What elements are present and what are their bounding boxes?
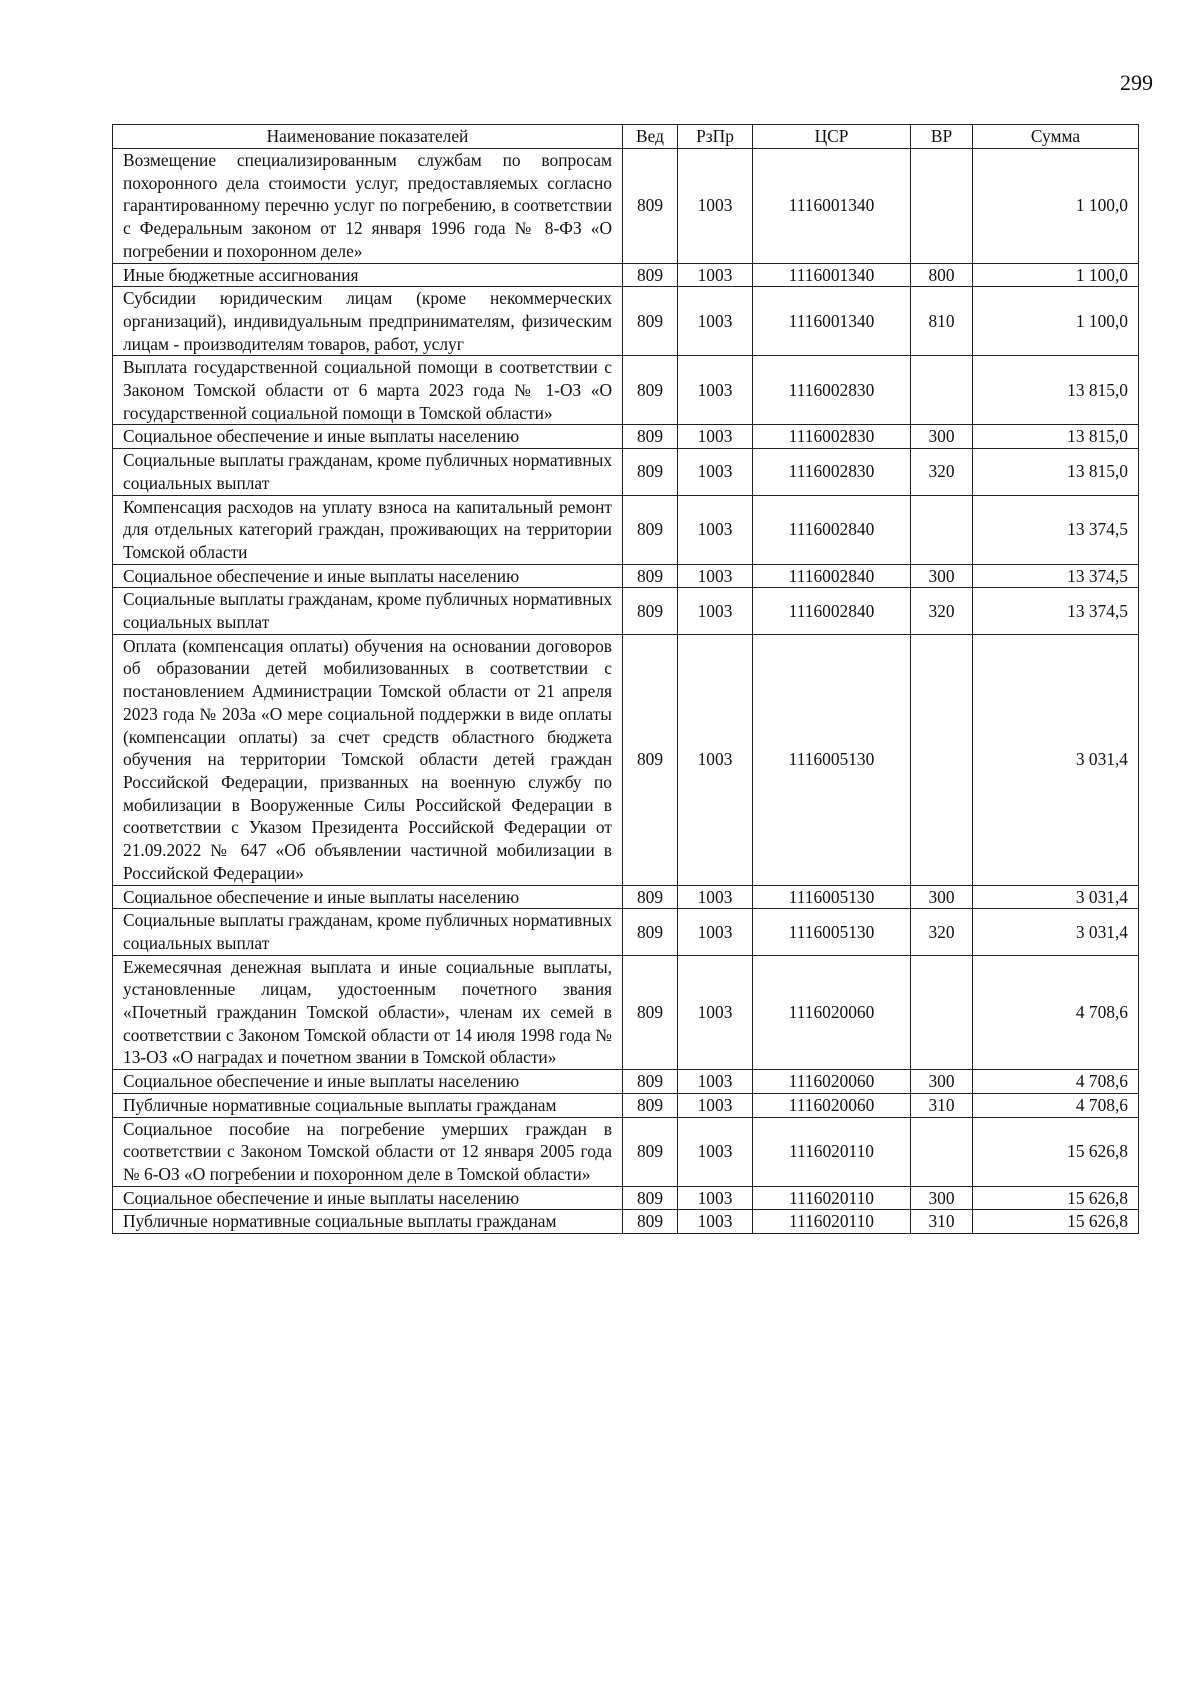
cell-rzpr: 1003	[678, 1186, 753, 1210]
cell-rzpr: 1003	[678, 287, 753, 356]
cell-name: Социальные выплаты гражданам, кроме публичных нормативных социальных выплат	[113, 449, 623, 495]
cell-sum: 13 815,0	[973, 449, 1139, 495]
cell-rzpr: 1003	[678, 1117, 753, 1186]
cell-sum: 3 031,4	[973, 634, 1139, 885]
cell-vr: 300	[911, 1186, 973, 1210]
cell-vr	[911, 149, 973, 264]
cell-rzpr: 1003	[678, 885, 753, 909]
cell-csr: 1116002830	[753, 356, 911, 425]
cell-ved: 809	[623, 356, 678, 425]
table-row	[113, 564, 1139, 588]
cell-name: Ежемесячная денежная выплата и иные социальные выплаты, установленные лицам, удостоенным почетного звания «Почетный гражданин Томской области», членам их семей в соответствии с Законом Томской области от 14 июля 1998 года № 13-ОЗ «О наградах и почетном звании в Томской области»	[113, 955, 623, 1070]
cell-name: Социальное обеспечение и иные выплаты населению	[113, 1070, 623, 1094]
table-row	[113, 287, 1139, 356]
cell-ved: 809	[623, 909, 678, 955]
table-header-row	[113, 125, 1139, 149]
cell-rzpr: 1003	[678, 588, 753, 634]
cell-vr	[911, 356, 973, 425]
cell-name: Публичные нормативные социальные выплаты гражданам	[113, 1210, 623, 1234]
cell-ved: 809	[623, 1186, 678, 1210]
cell-csr: 1116001340	[753, 149, 911, 264]
cell-rzpr: 1003	[678, 449, 753, 495]
cell-csr: 1116002840	[753, 588, 911, 634]
cell-vr: 320	[911, 588, 973, 634]
cell-vr	[911, 1117, 973, 1186]
cell-sum: 4 708,6	[973, 1093, 1139, 1117]
cell-sum: 13 815,0	[973, 425, 1139, 449]
cell-vr: 300	[911, 564, 973, 588]
cell-name: Социальное обеспечение и иные выплаты населению	[113, 1186, 623, 1210]
table-row	[113, 449, 1139, 495]
cell-csr: 1116001340	[753, 263, 911, 287]
table-row	[113, 955, 1139, 1070]
cell-csr: 1116020110	[753, 1186, 911, 1210]
cell-vr: 300	[911, 425, 973, 449]
cell-ved: 809	[623, 588, 678, 634]
table-row	[113, 263, 1139, 287]
cell-vr: 800	[911, 263, 973, 287]
cell-rzpr: 1003	[678, 909, 753, 955]
cell-ved: 809	[623, 425, 678, 449]
cell-csr: 1116001340	[753, 287, 911, 356]
cell-ved: 809	[623, 564, 678, 588]
cell-sum: 1 100,0	[973, 149, 1139, 264]
cell-name: Социальные выплаты гражданам, кроме публичных нормативных социальных выплат	[113, 909, 623, 955]
cell-sum: 15 626,8	[973, 1186, 1139, 1210]
cell-name: Социальное обеспечение и иные выплаты населению	[113, 564, 623, 588]
cell-rzpr: 1003	[678, 495, 753, 564]
cell-name: Иные бюджетные ассигнования	[113, 263, 623, 287]
cell-rzpr: 1003	[678, 356, 753, 425]
table-row	[113, 1117, 1139, 1186]
header-name: Наименование показателей	[113, 125, 623, 149]
cell-csr: 1116002840	[753, 495, 911, 564]
table-row	[113, 1070, 1139, 1094]
cell-ved: 809	[623, 263, 678, 287]
cell-rzpr: 1003	[678, 263, 753, 287]
cell-vr	[911, 495, 973, 564]
cell-rzpr: 1003	[678, 564, 753, 588]
table-row	[113, 885, 1139, 909]
cell-csr: 1116020110	[753, 1117, 911, 1186]
cell-vr	[911, 634, 973, 885]
cell-vr: 300	[911, 1070, 973, 1094]
cell-ved: 809	[623, 495, 678, 564]
cell-vr: 320	[911, 449, 973, 495]
cell-csr: 1116020060	[753, 1070, 911, 1094]
cell-rzpr: 1003	[678, 149, 753, 264]
cell-rzpr: 1003	[678, 1093, 753, 1117]
header-ved: Вед	[623, 125, 678, 149]
cell-sum: 13 374,5	[973, 564, 1139, 588]
header-vr: ВР	[911, 125, 973, 149]
cell-rzpr: 1003	[678, 955, 753, 1070]
cell-csr: 1116020110	[753, 1210, 911, 1234]
cell-csr: 1116002840	[753, 564, 911, 588]
table-row	[113, 1186, 1139, 1210]
page-number: 299	[1120, 70, 1153, 95]
table-row	[113, 495, 1139, 564]
cell-csr: 1116005130	[753, 885, 911, 909]
table-row	[113, 1210, 1139, 1234]
table-body	[113, 149, 1139, 1234]
cell-sum: 3 031,4	[973, 885, 1139, 909]
cell-rzpr: 1003	[678, 425, 753, 449]
table-row	[113, 634, 1139, 885]
cell-rzpr: 1003	[678, 634, 753, 885]
cell-vr: 310	[911, 1093, 973, 1117]
cell-csr: 1116005130	[753, 909, 911, 955]
cell-ved: 809	[623, 1210, 678, 1234]
cell-ved: 809	[623, 449, 678, 495]
cell-sum: 13 374,5	[973, 495, 1139, 564]
table-row	[113, 588, 1139, 634]
cell-csr: 1116020060	[753, 1093, 911, 1117]
cell-vr	[911, 955, 973, 1070]
cell-name: Публичные нормативные социальные выплаты гражданам	[113, 1093, 623, 1117]
cell-sum: 13 815,0	[973, 356, 1139, 425]
cell-ved: 809	[623, 149, 678, 264]
cell-ved: 809	[623, 287, 678, 356]
cell-csr: 1116002830	[753, 449, 911, 495]
header-sum: Сумма	[973, 125, 1139, 149]
budget-table	[112, 124, 1139, 1234]
cell-name: Социальные выплаты гражданам, кроме публичных нормативных социальных выплат	[113, 588, 623, 634]
cell-vr: 310	[911, 1210, 973, 1234]
cell-sum: 15 626,8	[973, 1117, 1139, 1186]
cell-name: Возмещение специализированным службам по вопросам похоронного дела стоимости услуг, предоставляемых согласно гарантированному перечню услуг по погребению, в соответствии с Федеральным законом от 12 января 1996 года № 8-ФЗ «О погребении и похоронном деле»	[113, 149, 623, 264]
cell-name: Социальное обеспечение и иные выплаты населению	[113, 425, 623, 449]
cell-csr: 1116020060	[753, 955, 911, 1070]
cell-vr: 320	[911, 909, 973, 955]
cell-csr: 1116005130	[753, 634, 911, 885]
cell-rzpr: 1003	[678, 1210, 753, 1234]
cell-sum: 4 708,6	[973, 1070, 1139, 1094]
cell-sum: 3 031,4	[973, 909, 1139, 955]
cell-sum: 1 100,0	[973, 263, 1139, 287]
cell-sum: 15 626,8	[973, 1210, 1139, 1234]
cell-ved: 809	[623, 1117, 678, 1186]
cell-name: Выплата государственной социальной помощи в соответствии с Законом Томской области от 6 марта 2023 года № 1-ОЗ «О государственной социальной помощи в Томской области»	[113, 356, 623, 425]
table-row	[113, 356, 1139, 425]
cell-name: Оплата (компенсация оплаты) обучения на основании договоров об образовании детей мобилизованных в соответствии с постановлением Администрации Томской области от 21 апреля 2023 года № 203а «О мере социальной поддержки в виде оплаты (компенсации оплаты) за счет средств областного бюджета обучения на территории Томской области детей граждан Российской Федерации, призванных на военную службу по мобилизации в Вооруженные Силы Российской Федерации в соответствии с Указом Президента Российской Федерации от 21.09.2022 № 647 «Об объявлении частичной мобилизации в Российской Федерации»	[113, 634, 623, 885]
cell-name: Компенсация расходов на уплату взноса на капитальный ремонт для отдельных категорий граждан, проживающих на территории Томской области	[113, 495, 623, 564]
cell-ved: 809	[623, 634, 678, 885]
cell-name: Субсидии юридическим лицам (кроме некоммерческих организаций), индивидуальным предпринимателям, физическим лицам - производителям товаров, работ, услуг	[113, 287, 623, 356]
cell-sum: 1 100,0	[973, 287, 1139, 356]
header-csr: ЦСР	[753, 125, 911, 149]
cell-sum: 4 708,6	[973, 955, 1139, 1070]
table-row	[113, 149, 1139, 264]
cell-vr: 300	[911, 885, 973, 909]
cell-csr: 1116002830	[753, 425, 911, 449]
cell-ved: 809	[623, 1093, 678, 1117]
cell-name: Социальное обеспечение и иные выплаты населению	[113, 885, 623, 909]
cell-ved: 809	[623, 1070, 678, 1094]
cell-ved: 809	[623, 955, 678, 1070]
cell-name: Социальное пособие на погребение умерших граждан в соответствии с Законом Томской области от 12 января 2005 года № 6-ОЗ «О погребении и похоронном деле в Томской области»	[113, 1117, 623, 1186]
cell-ved: 809	[623, 885, 678, 909]
table-row	[113, 1093, 1139, 1117]
table-row	[113, 909, 1139, 955]
cell-sum: 13 374,5	[973, 588, 1139, 634]
cell-rzpr: 1003	[678, 1070, 753, 1094]
table-row	[113, 425, 1139, 449]
cell-vr: 810	[911, 287, 973, 356]
header-rzpr: РзПр	[678, 125, 753, 149]
